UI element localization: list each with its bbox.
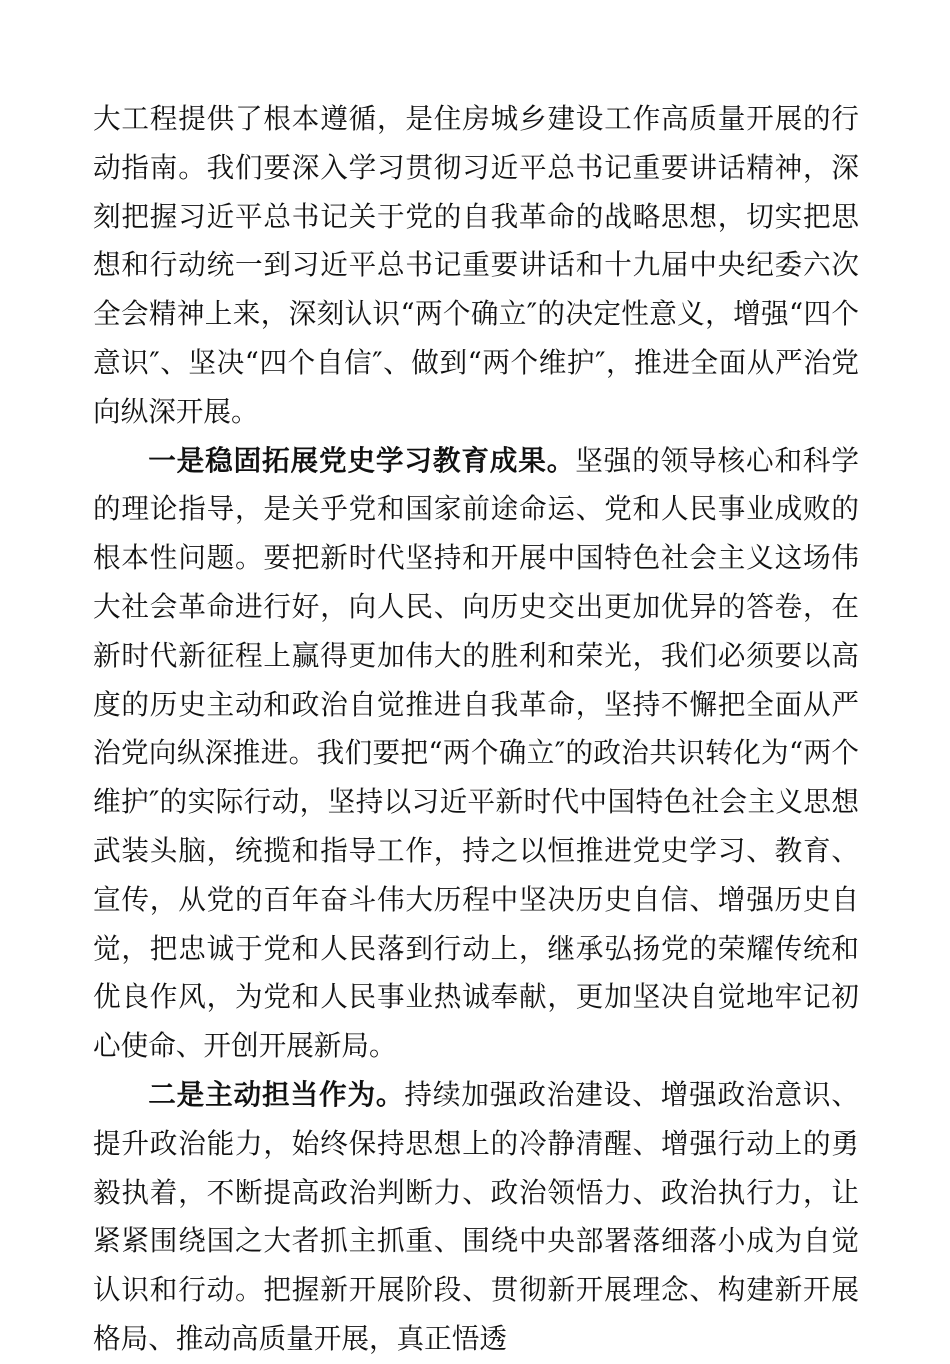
paragraph-text: 坚强的领导核心和科学的理论指导，是关乎党和国家前途命运、党和人民事业成败的根本性问题。要把新时代坚持和开展中国特色社会主义这场伟大社会革命进行好，向人民、向历史交出更加优异的答卷，在新时代新征程上赢得更加伟大的胜利和荣光，我们必须要以高度的历史主动和政治自觉推进自我革命，坚持不懈把全面从严治党向纵深推进。我们要把“两个确立″的政治共识转化为“两个维护″的实际行动，坚持以习近平新时代中国特色社会主义思想武装头脑，统揽和指导工作，持之以恒推进党史学习、教育、宣传，从党的百年奋斗伟大历程中坚决历史自信、增强历史自觉，把忠诚于党和人民落到行动上，继承弘扬党的荣耀传统和优良作风，为党和人民事业热诚奉献，更加坚决自觉地牢记初心使命、开创开展新局。 <box>93 443 859 1063</box>
paragraph-take-initiative <box>93 1071 859 1364</box>
paragraph-text: 持续加强政治建设、增强政治意识、提升政治能力，始终保持思想上的冷静清醒、增强行动上的勇毅执着，不断提高政治判断力、政治领悟力、政治执行力，让紧紧围绕国之大者抓主抓重、围绕中央部署落细落小成为自觉认识和行动。把握新开展阶段、贯彻新开展理念、构建新开展格局、推动高质量开展，真正悟透 <box>93 1077 859 1355</box>
paragraph-lead-heading: 二是主动担当作为。 <box>148 1077 405 1111</box>
paragraph-party-history-education <box>93 437 859 1071</box>
document-page <box>93 95 859 1364</box>
paragraph-continuation <box>93 95 859 437</box>
paragraph-text: 大工程提供了根本遵循，是住房城乡建设工作高质量开展的行动指南。我们要深入学习贯彻习近平总书记重要讲话精神，深刻把握习近平总书记关于党的自我革命的战略思想，切实把思想和行动统一到习近平总书记重要讲话和十九届中央纪委六次全会精神上来，深刻认识“两个确立″的决定性意义，增强“四个意识″、坚决“四个自信″、做到“两个维护″，推进全面从严治党向纵深开展。 <box>93 102 859 428</box>
paragraph-lead-heading: 一是稳固拓展党史学习教育成果。 <box>148 443 576 477</box>
